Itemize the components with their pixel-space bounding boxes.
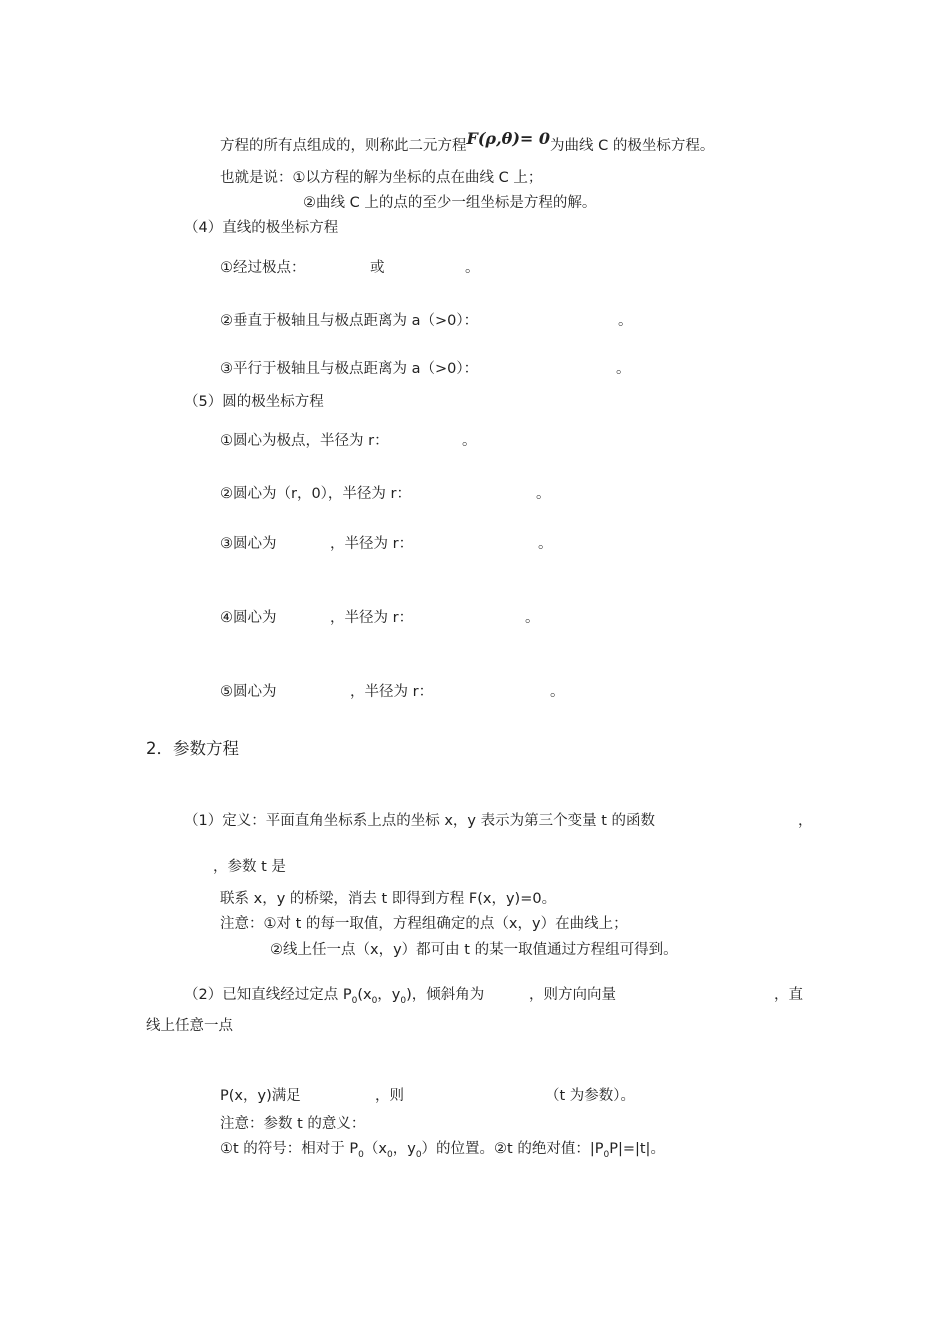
section-line-polar: （4）直线的极坐标方程 — [184, 220, 339, 236]
item-mid: ，半径为 r： — [330, 610, 414, 626]
param-definition — [184, 811, 813, 831]
txt: ）的位置。②t 的绝对值：|P — [421, 1141, 604, 1157]
txt: （2）已知直线经过定点 P — [184, 987, 352, 1003]
sub: 0 — [400, 996, 407, 1006]
item-end: 。 — [536, 486, 551, 502]
item-end: 。 — [465, 260, 480, 276]
sub: 0 — [386, 1150, 393, 1160]
line-param-any-point: 线上任意一点 — [146, 1018, 233, 1034]
item-end: 。 — [550, 684, 565, 700]
sub: 0 — [351, 996, 358, 1006]
txt: (x — [357, 987, 372, 1003]
circle-item-5 — [220, 682, 565, 702]
line-param-note: 注意：参数 t 的意义： — [220, 1116, 366, 1132]
txt: ，y — [377, 987, 401, 1003]
section-circle-polar: （5）圆的极坐标方程 — [184, 394, 324, 410]
item-text: ②圆心为（r，0），半径为 r： — [220, 486, 412, 502]
line-param-satisfy — [220, 1086, 636, 1106]
item-parallel — [220, 359, 631, 379]
txt: P|=|t|。 — [609, 1141, 665, 1157]
txt: ，则 — [375, 1088, 404, 1104]
txt: )，倾斜角为 — [406, 987, 485, 1003]
item-text: ①经过极点： — [220, 260, 306, 276]
line-definition-tail: 为曲线 C 的极坐标方程。 — [550, 138, 715, 154]
item-end: 。 — [618, 313, 633, 329]
param-definition-text: （1）定义：平面直角坐标系上点的坐标 x，y 表示为第三个变量 t 的函数 — [184, 813, 656, 829]
txt: P(x，y)满足 — [220, 1088, 301, 1104]
circle-item-1 — [220, 431, 477, 451]
item-through-pole — [220, 258, 480, 278]
param-bridge: 联系 x，y 的桥梁，消去 t 即得到方程 F(x，y)=0。 — [220, 891, 557, 907]
sub: 0 — [358, 1150, 364, 1160]
circle-item-4 — [220, 608, 540, 628]
item-text: ③圆心为 — [220, 536, 277, 552]
txt: ，y — [392, 1141, 416, 1157]
param-t-is: ，参数 t 是 — [213, 859, 286, 875]
item-text: ①圆心为极点，半径为 r： — [220, 433, 389, 449]
circle-item-2 — [220, 484, 551, 504]
note-line-1: 也就是说：①以方程的解为坐标的点在曲线 C 上； — [220, 170, 543, 186]
item-text: ②垂直于极轴且与极点距离为 a（>0）： — [220, 313, 479, 329]
param-note-1: 注意：①对 t 的每一取值，方程组确定的点（x，y）在曲线上； — [220, 916, 628, 932]
section-heading-parametric: 2．参数方程 — [146, 739, 239, 758]
item-mid: ，半径为 r： — [350, 684, 434, 700]
line-param-intro — [184, 985, 803, 1011]
item-text: ③平行于极轴且与极点距离为 a（>0）： — [220, 361, 479, 377]
note-line-2: ②曲线 C 上的点的至少一组坐标是方程的解。 — [303, 195, 597, 211]
txt: ，则方向向量 — [529, 987, 616, 1003]
item-end: 。 — [538, 536, 553, 552]
circle-item-3 — [220, 534, 553, 554]
param-note-2: ②线上任一点（x，y）都可由 t 的某一取值通过方程组可得到。 — [270, 942, 678, 958]
line-param-meaning — [220, 1139, 665, 1165]
item-text: ⑤圆心为 — [220, 684, 277, 700]
txt: （t 为参数）。 — [545, 1088, 636, 1104]
txt: （x — [363, 1141, 387, 1157]
item-end: 。 — [616, 361, 631, 377]
item-or: 或 — [370, 260, 385, 276]
sub: 0 — [603, 1150, 610, 1160]
sub: 0 — [415, 1150, 422, 1160]
param-definition-comma: ， — [798, 813, 813, 829]
item-end: 。 — [462, 433, 477, 449]
polar-equation-formula: F(ρ,θ)= 0 — [466, 129, 550, 148]
sub: 0 — [371, 996, 378, 1006]
item-end: 。 — [525, 610, 540, 626]
item-perpendicular — [220, 311, 633, 331]
txt: ，直 — [774, 987, 803, 1003]
txt: ①t 的符号：相对于 P — [220, 1141, 359, 1157]
item-mid: ，半径为 r： — [330, 536, 414, 552]
line-definition — [220, 129, 715, 156]
item-text: ④圆心为 — [220, 610, 277, 626]
line-definition-text: 方程的所有点组成的，则称此二元方程 — [220, 138, 467, 154]
